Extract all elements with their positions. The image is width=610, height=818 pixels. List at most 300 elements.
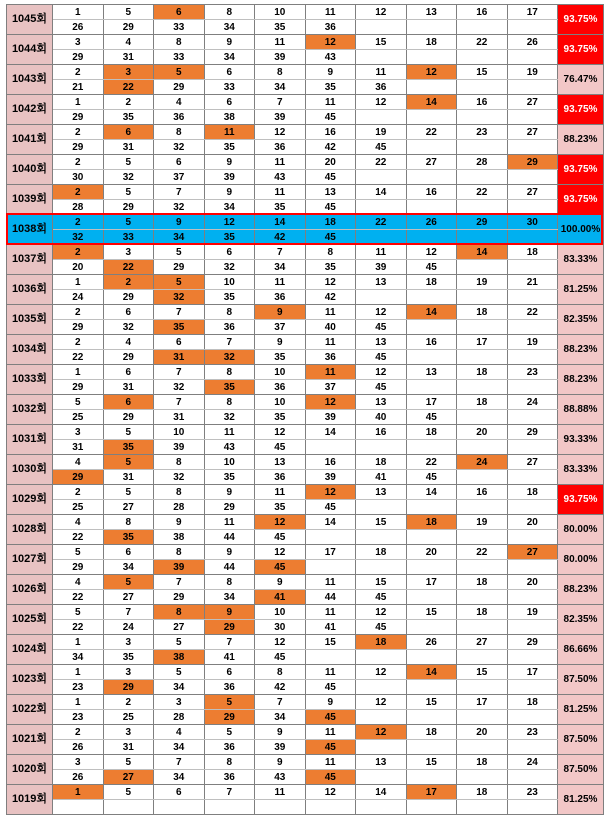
number-cell: 8 <box>204 305 255 320</box>
number-cell <box>507 530 558 545</box>
number-cell <box>457 470 508 485</box>
number-cell <box>507 110 558 125</box>
number-cell: 18 <box>406 725 457 740</box>
number-cell: 14 <box>305 425 356 440</box>
number-cell: 38 <box>204 110 255 125</box>
number-cell <box>457 710 508 725</box>
number-cell: 45 <box>356 350 407 365</box>
number-cell <box>356 200 407 215</box>
table-row[interactable] <box>7 470 604 485</box>
number-cell <box>356 20 407 35</box>
number-cell: 7 <box>204 785 255 800</box>
number-cell: 45 <box>255 650 306 665</box>
number-cell: 45 <box>356 320 407 335</box>
table-row[interactable] <box>7 5 604 20</box>
number-cell: 45 <box>305 110 356 125</box>
number-cell <box>406 740 457 755</box>
number-cell: 32 <box>204 350 255 365</box>
number-cell: 3 <box>53 35 104 50</box>
number-cell: 26 <box>406 215 457 230</box>
number-cell <box>204 800 255 815</box>
table-row[interactable] <box>7 575 604 590</box>
number-cell: 12 <box>406 245 457 260</box>
number-cell: 5 <box>204 725 255 740</box>
round-label: 1036회 <box>7 275 53 305</box>
table-row[interactable] <box>7 335 604 350</box>
table-row[interactable] <box>7 695 604 710</box>
number-cell: 22 <box>406 125 457 140</box>
table-row[interactable] <box>7 245 604 260</box>
round-label: 1038회 <box>7 215 53 245</box>
number-cell <box>507 200 558 215</box>
number-cell: 35 <box>103 650 154 665</box>
table-row[interactable] <box>7 605 604 620</box>
number-cell: 16 <box>457 485 508 500</box>
number-cell <box>507 80 558 95</box>
table-row[interactable] <box>7 410 604 425</box>
number-cell <box>406 80 457 95</box>
number-cell: 17 <box>305 545 356 560</box>
number-cell <box>457 680 508 695</box>
table-row[interactable] <box>7 320 604 335</box>
table-row[interactable] <box>7 515 604 530</box>
number-cell: 19 <box>356 125 407 140</box>
table-row[interactable] <box>7 710 604 725</box>
match-percentage: 88.23% <box>558 365 604 395</box>
table-row[interactable] <box>7 740 604 755</box>
number-cell <box>457 440 508 455</box>
number-cell: 9 <box>255 335 306 350</box>
round-label: 1030회 <box>7 455 53 485</box>
number-cell: 45 <box>356 590 407 605</box>
number-cell: 29 <box>103 680 154 695</box>
table-row[interactable] <box>7 230 604 245</box>
table-row[interactable] <box>7 545 604 560</box>
number-cell: 8 <box>154 545 205 560</box>
number-cell: 13 <box>356 335 407 350</box>
number-cell: 8 <box>154 485 205 500</box>
number-cell: 20 <box>406 545 457 560</box>
number-cell: 16 <box>457 95 508 110</box>
number-cell: 32 <box>154 200 205 215</box>
number-cell <box>406 200 457 215</box>
number-cell <box>356 290 407 305</box>
number-cell <box>356 680 407 695</box>
number-cell <box>457 560 508 575</box>
number-cell: 24 <box>507 755 558 770</box>
number-cell: 45 <box>305 200 356 215</box>
table-row[interactable] <box>7 680 604 695</box>
number-cell: 30 <box>53 170 104 185</box>
number-cell <box>457 740 508 755</box>
match-percentage: 93.75% <box>558 155 604 185</box>
table-row[interactable] <box>7 395 604 410</box>
number-cell: 12 <box>305 35 356 50</box>
number-cell <box>507 20 558 35</box>
number-cell: 9 <box>255 575 306 590</box>
table-row[interactable] <box>7 140 604 155</box>
number-cell: 25 <box>53 410 104 425</box>
number-cell: 27 <box>406 155 457 170</box>
number-cell: 11 <box>305 95 356 110</box>
number-cell <box>406 290 457 305</box>
table-row[interactable] <box>7 50 604 65</box>
number-cell: 33 <box>204 80 255 95</box>
table-row[interactable] <box>7 785 604 800</box>
number-cell: 29 <box>507 635 558 650</box>
number-cell: 6 <box>154 785 205 800</box>
number-cell: 29 <box>204 620 255 635</box>
table-row[interactable] <box>7 560 604 575</box>
number-cell: 8 <box>154 35 205 50</box>
number-cell: 5 <box>154 275 205 290</box>
number-cell: 8 <box>255 65 306 80</box>
number-cell: 34 <box>154 230 205 245</box>
number-cell: 12 <box>356 95 407 110</box>
number-cell: 41 <box>356 470 407 485</box>
table-row[interactable] <box>7 20 604 35</box>
table-row[interactable] <box>7 215 604 230</box>
number-cell: 9 <box>154 215 205 230</box>
number-cell: 4 <box>53 455 104 470</box>
number-cell <box>507 470 558 485</box>
number-cell: 7 <box>204 335 255 350</box>
table-row[interactable] <box>7 725 604 740</box>
number-cell <box>457 380 508 395</box>
number-cell: 8 <box>305 245 356 260</box>
table-row[interactable] <box>7 635 604 650</box>
table-row[interactable] <box>7 650 604 665</box>
number-cell: 41 <box>255 590 306 605</box>
number-cell: 17 <box>406 575 457 590</box>
number-cell: 24 <box>457 455 508 470</box>
number-cell: 29 <box>154 80 205 95</box>
number-cell: 31 <box>103 740 154 755</box>
number-cell: 22 <box>507 305 558 320</box>
number-cell <box>356 170 407 185</box>
number-cell: 30 <box>507 215 558 230</box>
match-percentage: 81.25% <box>558 785 604 815</box>
number-cell: 39 <box>255 110 306 125</box>
number-cell: 20 <box>53 260 104 275</box>
number-cell: 31 <box>103 380 154 395</box>
number-cell: 2 <box>53 335 104 350</box>
number-cell <box>457 650 508 665</box>
number-cell: 19 <box>457 515 508 530</box>
number-cell <box>507 320 558 335</box>
number-cell: 44 <box>305 590 356 605</box>
number-cell: 26 <box>53 20 104 35</box>
number-cell: 12 <box>356 665 407 680</box>
number-cell: 12 <box>255 635 306 650</box>
number-cell: 6 <box>103 545 154 560</box>
table-row[interactable] <box>7 755 604 770</box>
number-cell: 13 <box>356 485 407 500</box>
number-cell: 7 <box>255 695 306 710</box>
number-cell: 31 <box>154 410 205 425</box>
number-cell <box>305 650 356 665</box>
number-cell: 14 <box>356 785 407 800</box>
number-cell: 2 <box>53 155 104 170</box>
match-percentage: 100.00% <box>558 215 604 245</box>
number-cell <box>356 530 407 545</box>
number-cell: 10 <box>255 605 306 620</box>
number-cell: 45 <box>356 620 407 635</box>
round-label: 1021회 <box>7 725 53 755</box>
number-cell: 10 <box>255 395 306 410</box>
number-cell: 19 <box>507 335 558 350</box>
table-row[interactable] <box>7 350 604 365</box>
table-row[interactable] <box>7 665 604 680</box>
number-cell: 27 <box>103 500 154 515</box>
number-cell: 13 <box>356 755 407 770</box>
number-cell: 29 <box>103 350 154 365</box>
number-cell <box>507 440 558 455</box>
number-cell: 3 <box>103 665 154 680</box>
number-cell: 10 <box>255 365 306 380</box>
number-cell: 4 <box>154 95 205 110</box>
number-cell <box>406 350 457 365</box>
number-cell: 42 <box>255 680 306 695</box>
number-cell: 37 <box>255 320 306 335</box>
number-cell: 14 <box>406 485 457 500</box>
number-cell: 4 <box>53 575 104 590</box>
number-cell: 32 <box>154 380 205 395</box>
number-cell: 11 <box>305 305 356 320</box>
table-row[interactable] <box>7 770 604 785</box>
number-cell: 4 <box>154 725 205 740</box>
table-row[interactable] <box>7 365 604 380</box>
number-cell: 43 <box>305 50 356 65</box>
number-cell <box>507 290 558 305</box>
number-cell: 25 <box>103 710 154 725</box>
number-cell <box>356 770 407 785</box>
number-cell: 21 <box>507 275 558 290</box>
number-cell: 9 <box>255 755 306 770</box>
number-cell: 35 <box>204 140 255 155</box>
table-row[interactable] <box>7 500 604 515</box>
number-cell: 23 <box>53 680 104 695</box>
number-cell: 11 <box>305 605 356 620</box>
number-cell: 22 <box>53 590 104 605</box>
number-cell: 22 <box>53 350 104 365</box>
match-percentage: 87.50% <box>558 725 604 755</box>
number-cell: 20 <box>457 725 508 740</box>
number-cell: 20 <box>305 155 356 170</box>
number-cell: 11 <box>305 365 356 380</box>
number-cell: 9 <box>305 65 356 80</box>
number-cell: 8 <box>204 755 255 770</box>
number-cell: 35 <box>103 530 154 545</box>
table-body <box>7 5 604 815</box>
table-row[interactable] <box>7 155 604 170</box>
number-cell: 22 <box>103 260 154 275</box>
number-cell: 29 <box>53 380 104 395</box>
table-row[interactable] <box>7 200 604 215</box>
number-cell: 34 <box>255 710 306 725</box>
number-cell: 17 <box>457 335 508 350</box>
number-cell: 36 <box>356 80 407 95</box>
number-cell <box>406 50 457 65</box>
number-cell: 2 <box>53 185 104 200</box>
table-row[interactable] <box>7 380 604 395</box>
table-row[interactable] <box>7 530 604 545</box>
round-label: 1044회 <box>7 35 53 65</box>
number-cell <box>305 530 356 545</box>
number-cell <box>507 740 558 755</box>
number-cell: 29 <box>103 20 154 35</box>
table-row[interactable] <box>7 35 604 50</box>
number-cell: 8 <box>154 605 205 620</box>
number-cell: 15 <box>457 65 508 80</box>
number-cell: 22 <box>356 215 407 230</box>
number-cell <box>305 440 356 455</box>
number-cell: 6 <box>204 245 255 260</box>
number-cell: 15 <box>305 635 356 650</box>
number-cell: 29 <box>103 290 154 305</box>
number-cell: 10 <box>154 425 205 440</box>
match-percentage: 80.00% <box>558 545 604 575</box>
number-cell: 23 <box>507 725 558 740</box>
number-cell: 5 <box>53 395 104 410</box>
number-cell: 45 <box>255 530 306 545</box>
round-label: 1031회 <box>7 425 53 455</box>
table-row[interactable] <box>7 65 604 80</box>
number-cell: 19 <box>457 275 508 290</box>
number-cell: 35 <box>204 230 255 245</box>
table-row[interactable] <box>7 800 604 815</box>
number-cell: 27 <box>507 545 558 560</box>
number-cell: 7 <box>103 605 154 620</box>
round-label: 1025회 <box>7 605 53 635</box>
number-cell: 18 <box>406 515 457 530</box>
number-cell: 11 <box>305 335 356 350</box>
number-cell: 5 <box>53 545 104 560</box>
number-cell: 15 <box>406 695 457 710</box>
table-row[interactable] <box>7 125 604 140</box>
number-cell: 15 <box>406 755 457 770</box>
number-cell: 2 <box>53 245 104 260</box>
table-row[interactable] <box>7 485 604 500</box>
number-cell: 14 <box>255 215 306 230</box>
table-row[interactable] <box>7 425 604 440</box>
match-percentage: 76.47% <box>558 65 604 95</box>
number-cell <box>457 170 508 185</box>
number-cell: 18 <box>406 275 457 290</box>
number-cell: 35 <box>305 80 356 95</box>
number-cell: 29 <box>457 215 508 230</box>
number-cell: 30 <box>255 620 306 635</box>
number-cell: 36 <box>255 380 306 395</box>
match-percentage: 88.88% <box>558 395 604 425</box>
number-cell: 8 <box>204 575 255 590</box>
number-cell: 34 <box>103 560 154 575</box>
number-cell: 9 <box>305 695 356 710</box>
round-label: 1039회 <box>7 185 53 215</box>
number-cell: 28 <box>53 200 104 215</box>
number-cell: 41 <box>305 620 356 635</box>
table-row[interactable] <box>7 80 604 95</box>
number-cell: 7 <box>154 305 205 320</box>
number-cell: 8 <box>204 5 255 20</box>
number-cell: 18 <box>507 695 558 710</box>
table-row[interactable] <box>7 110 604 125</box>
number-cell: 1 <box>53 95 104 110</box>
match-percentage: 81.25% <box>558 695 604 725</box>
number-cell <box>457 80 508 95</box>
table-row[interactable] <box>7 620 604 635</box>
number-cell: 42 <box>305 290 356 305</box>
number-cell <box>103 800 154 815</box>
number-cell: 45 <box>305 770 356 785</box>
match-percentage: 88.23% <box>558 335 604 365</box>
number-cell: 3 <box>53 425 104 440</box>
number-cell <box>406 20 457 35</box>
table-row[interactable] <box>7 275 604 290</box>
number-cell: 38 <box>154 650 205 665</box>
number-cell <box>507 500 558 515</box>
number-cell: 36 <box>204 320 255 335</box>
table-row[interactable] <box>7 260 604 275</box>
number-cell: 34 <box>154 740 205 755</box>
number-cell: 45 <box>305 230 356 245</box>
table-row[interactable] <box>7 170 604 185</box>
table-row[interactable] <box>7 590 604 605</box>
number-cell: 2 <box>103 95 154 110</box>
number-cell: 5 <box>103 5 154 20</box>
table-row[interactable] <box>7 185 604 200</box>
number-cell: 15 <box>406 605 457 620</box>
number-cell: 8 <box>154 455 205 470</box>
number-cell: 11 <box>305 5 356 20</box>
number-cell <box>406 110 457 125</box>
number-cell <box>457 320 508 335</box>
number-cell: 22 <box>406 455 457 470</box>
number-cell: 19 <box>507 65 558 80</box>
number-cell <box>356 110 407 125</box>
number-cell: 33 <box>103 230 154 245</box>
number-cell: 45 <box>356 140 407 155</box>
number-cell: 3 <box>103 725 154 740</box>
number-cell: 29 <box>53 110 104 125</box>
number-cell <box>457 590 508 605</box>
number-cell <box>356 230 407 245</box>
number-cell <box>507 650 558 665</box>
number-cell: 33 <box>154 20 205 35</box>
number-cell <box>305 800 356 815</box>
table-row[interactable] <box>7 290 604 305</box>
number-cell <box>457 350 508 365</box>
number-cell: 15 <box>356 35 407 50</box>
match-percentage: 83.33% <box>558 245 604 275</box>
number-cell: 43 <box>204 440 255 455</box>
round-label: 1032회 <box>7 395 53 425</box>
number-cell: 3 <box>154 695 205 710</box>
round-label: 1045회 <box>7 5 53 35</box>
table-row[interactable] <box>7 440 604 455</box>
number-cell: 31 <box>53 440 104 455</box>
table-row[interactable] <box>7 95 604 110</box>
number-cell: 28 <box>154 500 205 515</box>
number-cell <box>406 440 457 455</box>
number-cell: 23 <box>53 710 104 725</box>
table-row[interactable] <box>7 455 604 470</box>
match-percentage: 93.33% <box>558 425 604 455</box>
number-cell: 31 <box>103 470 154 485</box>
table-row[interactable] <box>7 305 604 320</box>
number-cell: 34 <box>154 770 205 785</box>
match-percentage: 88.23% <box>558 125 604 155</box>
